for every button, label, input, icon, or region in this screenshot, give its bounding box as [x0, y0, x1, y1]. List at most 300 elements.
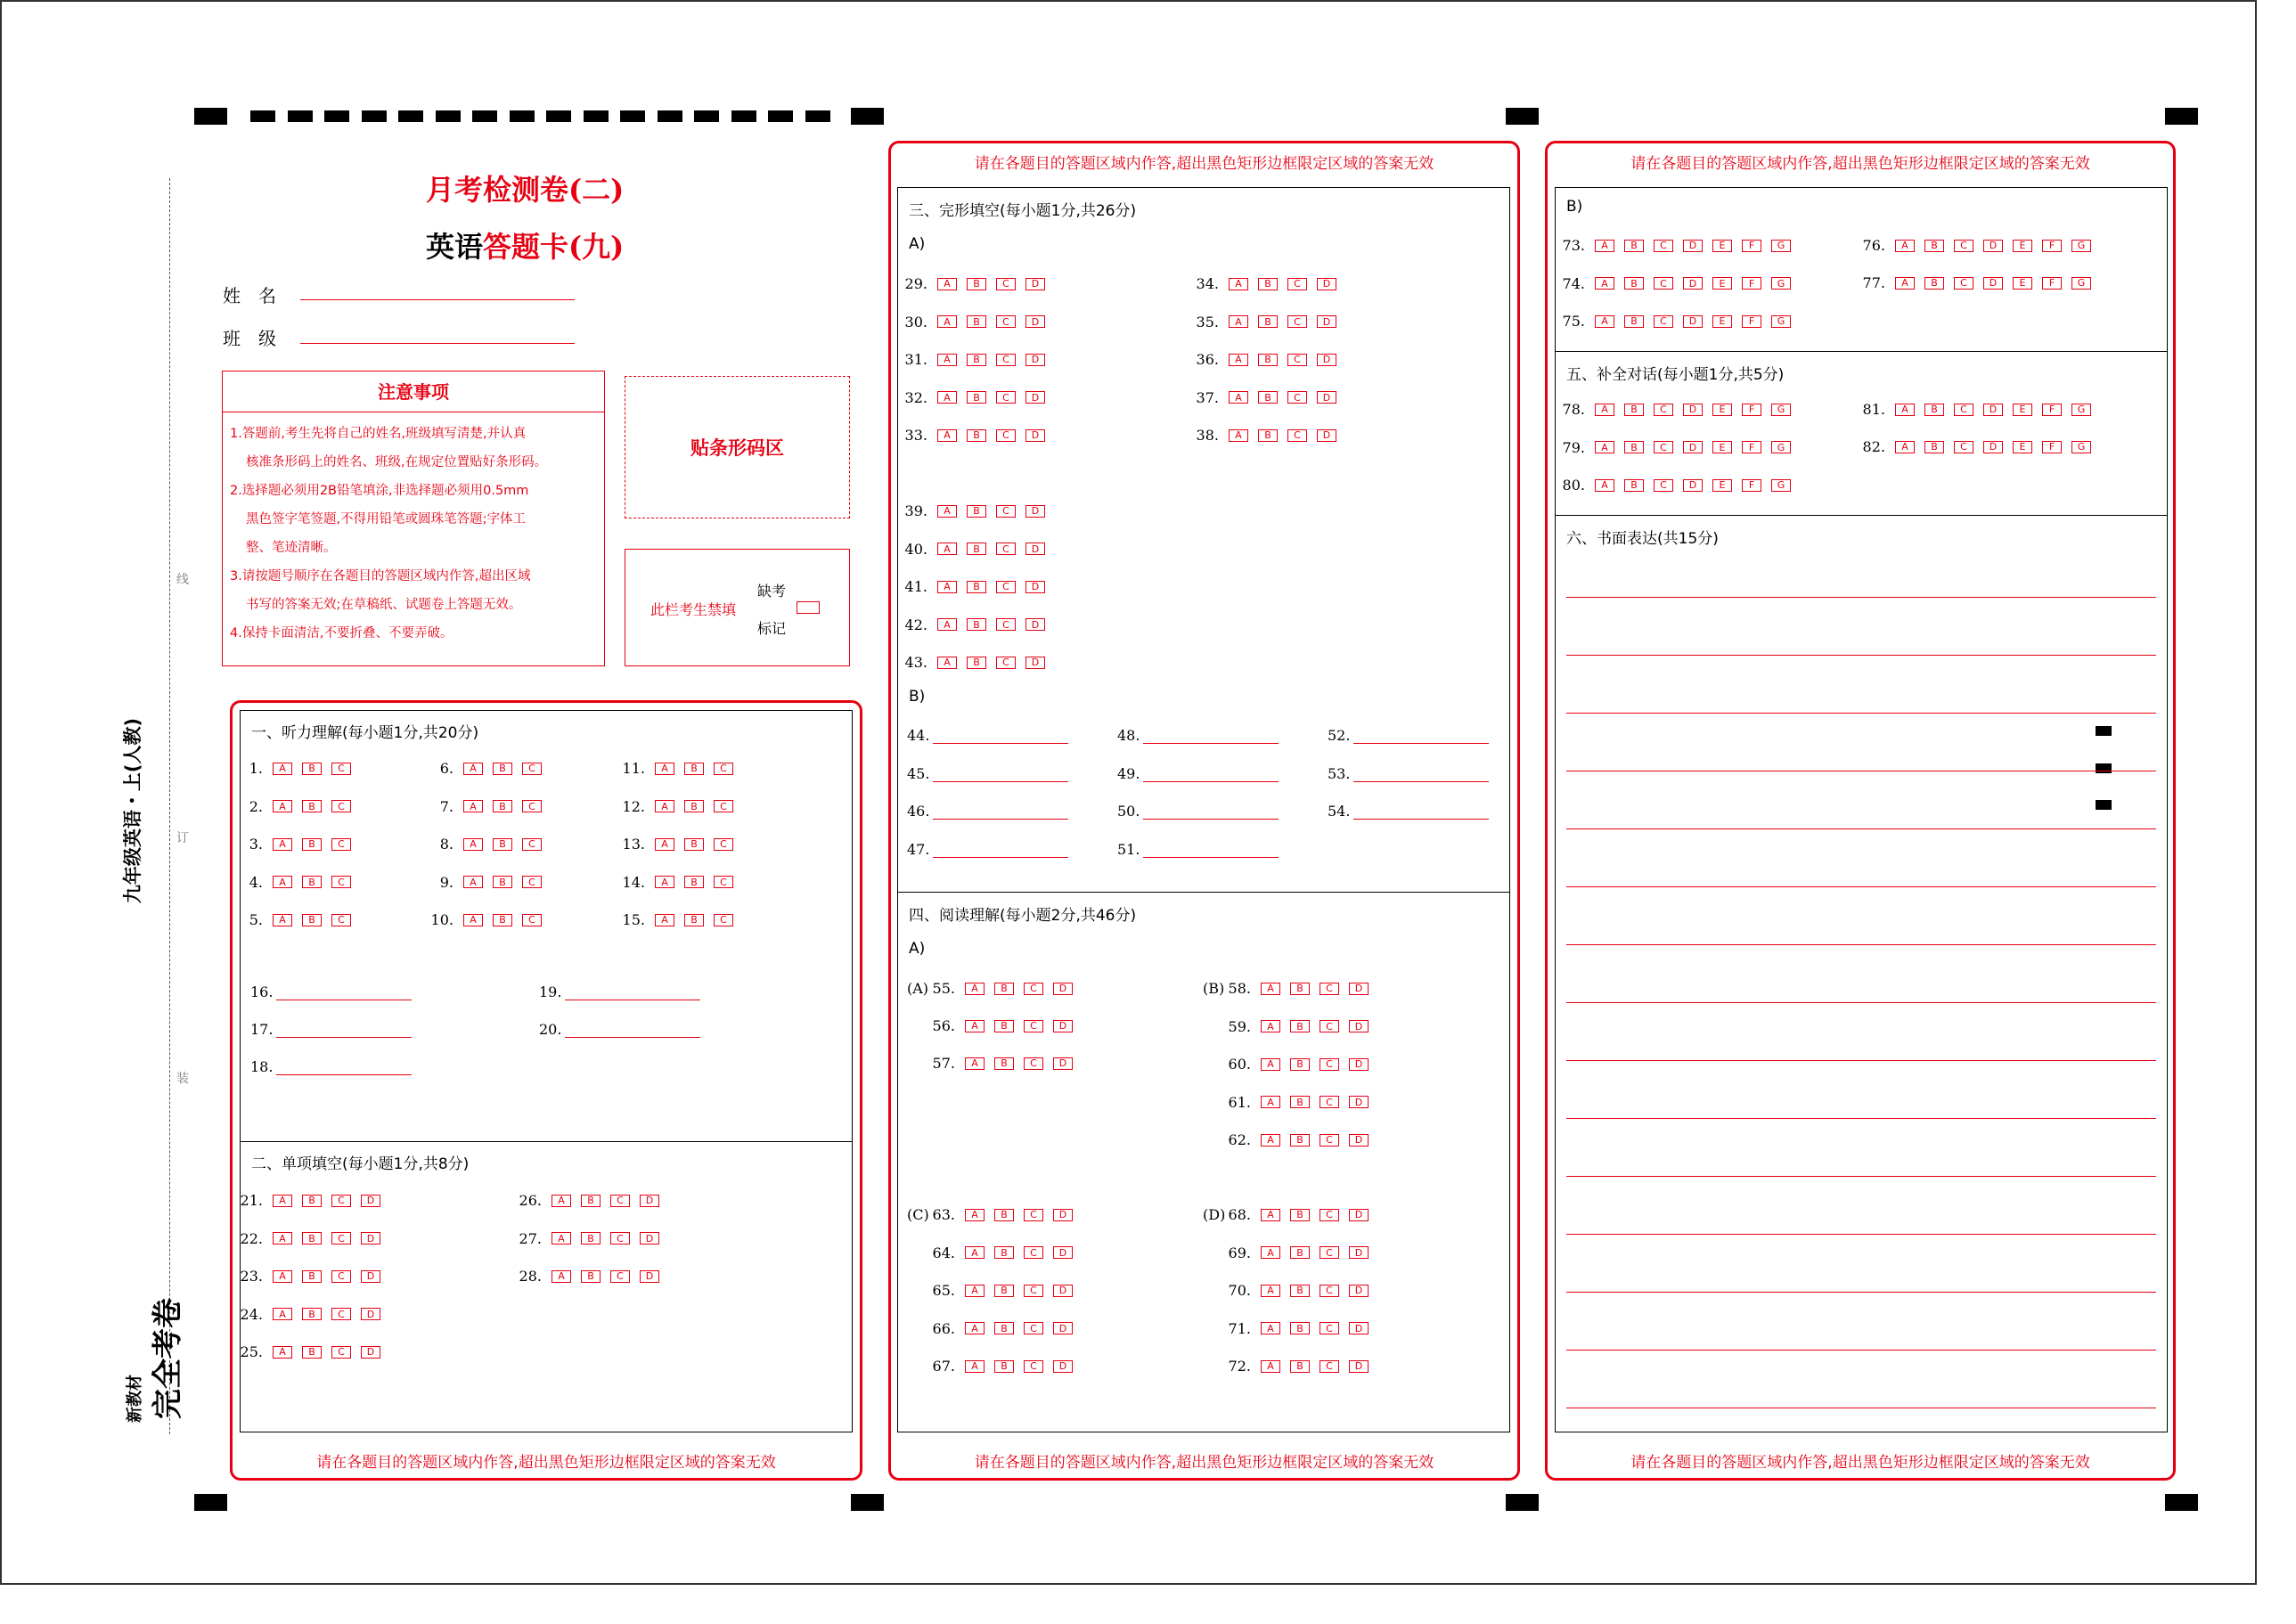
- option-bubble[interactable]: C: [1320, 1134, 1339, 1147]
- option-bubble[interactable]: B: [967, 581, 986, 593]
- option-bubble[interactable]: B: [581, 1232, 601, 1245]
- option-bubble[interactable]: C: [1954, 277, 1973, 290]
- option-bubble[interactable]: A: [1595, 441, 1614, 453]
- option-bubble[interactable]: D: [1025, 618, 1045, 631]
- answer-line[interactable]: [276, 988, 412, 1000]
- option-bubble[interactable]: B: [967, 278, 986, 290]
- option-bubble[interactable]: F: [1742, 315, 1761, 328]
- option-bubble[interactable]: A: [1261, 1246, 1280, 1259]
- option-bubble[interactable]: C: [1654, 404, 1673, 416]
- option-bubble[interactable]: A: [1595, 277, 1614, 290]
- option-bubble[interactable]: B: [302, 914, 322, 926]
- option-bubble[interactable]: F: [2042, 441, 2062, 453]
- option-bubble[interactable]: C: [1320, 1322, 1339, 1334]
- option-bubble[interactable]: D: [640, 1270, 659, 1283]
- option-bubble[interactable]: A: [937, 354, 957, 366]
- option-bubble[interactable]: B: [581, 1195, 601, 1207]
- option-bubble[interactable]: F: [1742, 479, 1761, 492]
- option-bubble[interactable]: A: [937, 278, 957, 290]
- option-bubble[interactable]: B: [302, 838, 322, 851]
- option-bubble[interactable]: B: [493, 800, 512, 812]
- class-field[interactable]: [300, 343, 575, 344]
- option-bubble[interactable]: D: [1349, 1096, 1369, 1108]
- option-bubble[interactable]: B: [1258, 354, 1278, 366]
- option-bubble[interactable]: A: [965, 1322, 985, 1334]
- option-bubble[interactable]: D: [1025, 657, 1045, 669]
- option-bubble[interactable]: D: [1317, 391, 1336, 404]
- option-bubble[interactable]: B: [302, 1270, 322, 1283]
- option-bubble[interactable]: B: [1290, 1096, 1310, 1108]
- option-bubble[interactable]: C: [1024, 1360, 1043, 1373]
- option-bubble[interactable]: D: [361, 1195, 380, 1207]
- option-bubble[interactable]: A: [273, 800, 292, 812]
- option-bubble[interactable]: B: [493, 763, 512, 775]
- option-bubble[interactable]: D: [1025, 505, 1045, 518]
- answer-line[interactable]: [1143, 807, 1279, 820]
- option-bubble[interactable]: B: [1924, 404, 1944, 416]
- option-bubble[interactable]: D: [1317, 278, 1336, 290]
- option-bubble[interactable]: F: [1742, 277, 1761, 290]
- option-bubble[interactable]: A: [273, 1346, 292, 1359]
- option-bubble[interactable]: B: [1290, 1285, 1310, 1297]
- option-bubble[interactable]: C: [331, 1308, 351, 1320]
- option-bubble[interactable]: C: [1024, 983, 1043, 995]
- option-bubble[interactable]: A: [1229, 315, 1248, 328]
- option-bubble[interactable]: D: [1983, 240, 2003, 252]
- option-bubble[interactable]: C: [331, 1195, 351, 1207]
- option-bubble[interactable]: A: [937, 429, 957, 442]
- answer-line[interactable]: [933, 770, 1068, 782]
- option-bubble[interactable]: C: [1024, 1209, 1043, 1221]
- option-bubble[interactable]: E: [1712, 404, 1732, 416]
- option-bubble[interactable]: C: [996, 315, 1016, 328]
- option-bubble[interactable]: D: [1025, 581, 1045, 593]
- answer-line[interactable]: [276, 1025, 412, 1038]
- option-bubble[interactable]: C: [331, 1232, 351, 1245]
- option-bubble[interactable]: B: [967, 618, 986, 631]
- option-bubble[interactable]: B: [1258, 278, 1278, 290]
- option-bubble[interactable]: B: [493, 914, 512, 926]
- option-bubble[interactable]: C: [1954, 441, 1973, 453]
- option-bubble[interactable]: G: [1771, 277, 1791, 290]
- option-bubble[interactable]: A: [1229, 278, 1248, 290]
- option-bubble[interactable]: C: [331, 1346, 351, 1359]
- option-bubble[interactable]: D: [1349, 1209, 1369, 1221]
- option-bubble[interactable]: B: [1624, 315, 1644, 328]
- option-bubble[interactable]: B: [967, 657, 986, 669]
- option-bubble[interactable]: D: [1025, 429, 1045, 442]
- option-bubble[interactable]: D: [1983, 277, 2003, 290]
- option-bubble[interactable]: C: [1320, 1209, 1339, 1221]
- writing-line[interactable]: [1566, 828, 2156, 829]
- option-bubble[interactable]: E: [1712, 315, 1732, 328]
- option-bubble[interactable]: A: [937, 618, 957, 631]
- option-bubble[interactable]: C: [996, 581, 1016, 593]
- option-bubble[interactable]: B: [994, 1360, 1014, 1373]
- option-bubble[interactable]: A: [273, 1270, 292, 1283]
- option-bubble[interactable]: B: [1290, 1360, 1310, 1373]
- option-bubble[interactable]: A: [965, 1246, 985, 1259]
- writing-line[interactable]: [1566, 1002, 2156, 1003]
- option-bubble[interactable]: E: [1712, 240, 1732, 252]
- writing-line[interactable]: [1566, 1060, 2156, 1061]
- option-bubble[interactable]: B: [1290, 1246, 1310, 1259]
- option-bubble[interactable]: C: [331, 1270, 351, 1283]
- option-bubble[interactable]: B: [1624, 404, 1644, 416]
- option-bubble[interactable]: D: [361, 1270, 380, 1283]
- option-bubble[interactable]: B: [581, 1270, 601, 1283]
- option-bubble[interactable]: A: [937, 391, 957, 404]
- answer-line[interactable]: [933, 845, 1068, 858]
- option-bubble[interactable]: B: [1624, 479, 1644, 492]
- option-bubble[interactable]: C: [1654, 441, 1673, 453]
- option-bubble[interactable]: B: [1924, 240, 1944, 252]
- option-bubble[interactable]: D: [1349, 1322, 1369, 1334]
- option-bubble[interactable]: G: [1771, 315, 1791, 328]
- answer-line[interactable]: [565, 1025, 700, 1038]
- option-bubble[interactable]: B: [1290, 1134, 1310, 1147]
- option-bubble[interactable]: A: [1229, 354, 1248, 366]
- option-bubble[interactable]: G: [2071, 240, 2091, 252]
- option-bubble[interactable]: D: [1053, 1246, 1073, 1259]
- option-bubble[interactable]: A: [1261, 1360, 1280, 1373]
- option-bubble[interactable]: F: [1742, 441, 1761, 453]
- option-bubble[interactable]: C: [610, 1270, 630, 1283]
- option-bubble[interactable]: C: [1024, 1285, 1043, 1297]
- option-bubble[interactable]: D: [1349, 1246, 1369, 1259]
- option-bubble[interactable]: C: [331, 763, 351, 775]
- option-bubble[interactable]: B: [684, 763, 704, 775]
- option-bubble[interactable]: D: [1053, 1322, 1073, 1334]
- option-bubble[interactable]: A: [965, 1209, 985, 1221]
- writing-line[interactable]: [1566, 1350, 2156, 1351]
- option-bubble[interactable]: B: [1624, 277, 1644, 290]
- option-bubble[interactable]: C: [1320, 983, 1339, 995]
- option-bubble[interactable]: C: [522, 800, 542, 812]
- option-bubble[interactable]: B: [684, 800, 704, 812]
- option-bubble[interactable]: D: [640, 1232, 659, 1245]
- option-bubble[interactable]: C: [1287, 315, 1307, 328]
- option-bubble[interactable]: B: [1290, 1322, 1310, 1334]
- option-bubble[interactable]: D: [1025, 278, 1045, 290]
- option-bubble[interactable]: B: [1290, 983, 1310, 995]
- option-bubble[interactable]: D: [1053, 1285, 1073, 1297]
- option-bubble[interactable]: C: [1287, 429, 1307, 442]
- option-bubble[interactable]: B: [1290, 1209, 1310, 1221]
- option-bubble[interactable]: F: [1742, 404, 1761, 416]
- option-bubble[interactable]: B: [1258, 315, 1278, 328]
- option-bubble[interactable]: C: [714, 838, 733, 851]
- option-bubble[interactable]: A: [1261, 1322, 1280, 1334]
- option-bubble[interactable]: B: [684, 838, 704, 851]
- option-bubble[interactable]: D: [1025, 315, 1045, 328]
- option-bubble[interactable]: D: [1683, 404, 1703, 416]
- answer-line[interactable]: [933, 731, 1068, 744]
- option-bubble[interactable]: B: [684, 876, 704, 888]
- option-bubble[interactable]: D: [1053, 1209, 1073, 1221]
- option-bubble[interactable]: E: [2013, 240, 2032, 252]
- option-bubble[interactable]: D: [1317, 429, 1336, 442]
- option-bubble[interactable]: A: [1895, 277, 1915, 290]
- option-bubble[interactable]: B: [684, 914, 704, 926]
- option-bubble[interactable]: F: [2042, 277, 2062, 290]
- option-bubble[interactable]: C: [714, 914, 733, 926]
- option-bubble[interactable]: A: [1261, 1020, 1280, 1032]
- option-bubble[interactable]: C: [522, 838, 542, 851]
- option-bubble[interactable]: B: [1258, 429, 1278, 442]
- option-bubble[interactable]: G: [1771, 404, 1791, 416]
- option-bubble[interactable]: A: [655, 800, 674, 812]
- option-bubble[interactable]: C: [1320, 1246, 1339, 1259]
- option-bubble[interactable]: B: [302, 1195, 322, 1207]
- option-bubble[interactable]: C: [996, 618, 1016, 631]
- option-bubble[interactable]: A: [1261, 1134, 1280, 1147]
- option-bubble[interactable]: C: [1024, 1020, 1043, 1032]
- option-bubble[interactable]: B: [493, 876, 512, 888]
- option-bubble[interactable]: C: [714, 876, 733, 888]
- option-bubble[interactable]: C: [522, 763, 542, 775]
- option-bubble[interactable]: B: [1290, 1058, 1310, 1071]
- option-bubble[interactable]: D: [1983, 404, 2003, 416]
- option-bubble[interactable]: F: [2042, 404, 2062, 416]
- option-bubble[interactable]: C: [1320, 1096, 1339, 1108]
- option-bubble[interactable]: D: [1025, 391, 1045, 404]
- option-bubble[interactable]: B: [994, 1020, 1014, 1032]
- option-bubble[interactable]: B: [967, 429, 986, 442]
- option-bubble[interactable]: D: [1349, 983, 1369, 995]
- option-bubble[interactable]: E: [2013, 277, 2032, 290]
- option-bubble[interactable]: A: [937, 581, 957, 593]
- option-bubble[interactable]: C: [996, 354, 1016, 366]
- option-bubble[interactable]: B: [302, 1308, 322, 1320]
- option-bubble[interactable]: C: [522, 914, 542, 926]
- option-bubble[interactable]: F: [2042, 240, 2062, 252]
- option-bubble[interactable]: C: [331, 876, 351, 888]
- option-bubble[interactable]: D: [1683, 441, 1703, 453]
- option-bubble[interactable]: A: [1229, 391, 1248, 404]
- option-bubble[interactable]: A: [1261, 1285, 1280, 1297]
- option-bubble[interactable]: A: [273, 876, 292, 888]
- option-bubble[interactable]: A: [655, 876, 674, 888]
- option-bubble[interactable]: A: [552, 1270, 571, 1283]
- option-bubble[interactable]: A: [937, 505, 957, 518]
- option-bubble[interactable]: A: [273, 763, 292, 775]
- option-bubble[interactable]: G: [1771, 479, 1791, 492]
- option-bubble[interactable]: B: [1290, 1020, 1310, 1032]
- writing-line[interactable]: [1566, 1234, 2156, 1235]
- option-bubble[interactable]: C: [996, 543, 1016, 555]
- option-bubble[interactable]: C: [1024, 1322, 1043, 1334]
- option-bubble[interactable]: F: [1742, 240, 1761, 252]
- option-bubble[interactable]: G: [2071, 404, 2091, 416]
- option-bubble[interactable]: C: [1320, 1020, 1339, 1032]
- option-bubble[interactable]: B: [302, 800, 322, 812]
- option-bubble[interactable]: C: [1654, 240, 1673, 252]
- option-bubble[interactable]: B: [302, 1346, 322, 1359]
- option-bubble[interactable]: B: [967, 505, 986, 518]
- option-bubble[interactable]: A: [273, 1232, 292, 1245]
- option-bubble[interactable]: C: [996, 657, 1016, 669]
- option-bubble[interactable]: C: [331, 838, 351, 851]
- option-bubble[interactable]: E: [1712, 277, 1732, 290]
- option-bubble[interactable]: C: [1954, 404, 1973, 416]
- answer-line[interactable]: [1143, 770, 1279, 782]
- option-bubble[interactable]: C: [1320, 1360, 1339, 1373]
- option-bubble[interactable]: B: [994, 1322, 1014, 1334]
- option-bubble[interactable]: A: [937, 315, 957, 328]
- option-bubble[interactable]: B: [302, 1232, 322, 1245]
- option-bubble[interactable]: A: [965, 983, 985, 995]
- option-bubble[interactable]: B: [1258, 391, 1278, 404]
- option-bubble[interactable]: A: [655, 838, 674, 851]
- option-bubble[interactable]: B: [1624, 441, 1644, 453]
- option-bubble[interactable]: A: [655, 763, 674, 775]
- option-bubble[interactable]: A: [655, 914, 674, 926]
- option-bubble[interactable]: C: [610, 1195, 630, 1207]
- option-bubble[interactable]: D: [1317, 354, 1336, 366]
- option-bubble[interactable]: C: [1954, 240, 1973, 252]
- option-bubble[interactable]: E: [1712, 441, 1732, 453]
- option-bubble[interactable]: B: [1924, 277, 1944, 290]
- option-bubble[interactable]: A: [965, 1057, 985, 1070]
- option-bubble[interactable]: C: [1024, 1246, 1043, 1259]
- option-bubble[interactable]: D: [1053, 983, 1073, 995]
- option-bubble[interactable]: C: [1024, 1057, 1043, 1070]
- option-bubble[interactable]: B: [994, 1285, 1014, 1297]
- option-bubble[interactable]: D: [1349, 1020, 1369, 1032]
- option-bubble[interactable]: C: [714, 763, 733, 775]
- option-bubble[interactable]: D: [361, 1308, 380, 1320]
- option-bubble[interactable]: A: [1595, 404, 1614, 416]
- option-bubble[interactable]: C: [1320, 1285, 1339, 1297]
- option-bubble[interactable]: A: [273, 838, 292, 851]
- option-bubble[interactable]: A: [1229, 429, 1248, 442]
- option-bubble[interactable]: B: [493, 838, 512, 851]
- option-bubble[interactable]: A: [1895, 404, 1915, 416]
- option-bubble[interactable]: A: [463, 800, 483, 812]
- answer-line[interactable]: [276, 1063, 412, 1075]
- option-bubble[interactable]: B: [302, 763, 322, 775]
- option-bubble[interactable]: A: [1261, 1096, 1280, 1108]
- name-field[interactable]: [300, 299, 575, 300]
- option-bubble[interactable]: D: [361, 1232, 380, 1245]
- option-bubble[interactable]: D: [1025, 543, 1045, 555]
- option-bubble[interactable]: B: [994, 1057, 1014, 1070]
- option-bubble[interactable]: A: [463, 914, 483, 926]
- option-bubble[interactable]: D: [1683, 479, 1703, 492]
- option-bubble[interactable]: A: [552, 1232, 571, 1245]
- option-bubble[interactable]: A: [1261, 1058, 1280, 1071]
- option-bubble[interactable]: C: [996, 505, 1016, 518]
- option-bubble[interactable]: E: [2013, 404, 2032, 416]
- option-bubble[interactable]: C: [714, 800, 733, 812]
- option-bubble[interactable]: D: [1053, 1360, 1073, 1373]
- option-bubble[interactable]: D: [1053, 1020, 1073, 1032]
- answer-line[interactable]: [1353, 731, 1489, 744]
- option-bubble[interactable]: C: [522, 876, 542, 888]
- option-bubble[interactable]: G: [1771, 240, 1791, 252]
- option-bubble[interactable]: D: [1025, 354, 1045, 366]
- option-bubble[interactable]: D: [1349, 1058, 1369, 1071]
- writing-line[interactable]: [1566, 1118, 2156, 1119]
- answer-line[interactable]: [1353, 807, 1489, 820]
- writing-line[interactable]: [1566, 597, 2156, 598]
- option-bubble[interactable]: C: [996, 278, 1016, 290]
- option-bubble[interactable]: B: [967, 315, 986, 328]
- absent-mark-box[interactable]: [797, 601, 820, 614]
- option-bubble[interactable]: C: [1287, 391, 1307, 404]
- writing-line[interactable]: [1566, 1176, 2156, 1177]
- option-bubble[interactable]: G: [2071, 277, 2091, 290]
- option-bubble[interactable]: C: [1654, 277, 1673, 290]
- option-bubble[interactable]: A: [273, 914, 292, 926]
- option-bubble[interactable]: C: [610, 1232, 630, 1245]
- option-bubble[interactable]: A: [1261, 983, 1280, 995]
- option-bubble[interactable]: A: [273, 1195, 292, 1207]
- option-bubble[interactable]: B: [994, 1209, 1014, 1221]
- option-bubble[interactable]: A: [937, 543, 957, 555]
- option-bubble[interactable]: D: [640, 1195, 659, 1207]
- option-bubble[interactable]: C: [996, 429, 1016, 442]
- option-bubble[interactable]: C: [1287, 278, 1307, 290]
- option-bubble[interactable]: C: [1287, 354, 1307, 366]
- answer-line[interactable]: [565, 988, 700, 1000]
- option-bubble[interactable]: A: [965, 1285, 985, 1297]
- option-bubble[interactable]: D: [1683, 240, 1703, 252]
- option-bubble[interactable]: E: [2013, 441, 2032, 453]
- option-bubble[interactable]: C: [1654, 315, 1673, 328]
- option-bubble[interactable]: G: [1771, 441, 1791, 453]
- option-bubble[interactable]: B: [302, 876, 322, 888]
- option-bubble[interactable]: A: [552, 1195, 571, 1207]
- option-bubble[interactable]: D: [1317, 315, 1336, 328]
- option-bubble[interactable]: A: [273, 1308, 292, 1320]
- option-bubble[interactable]: B: [1624, 240, 1644, 252]
- option-bubble[interactable]: B: [994, 1246, 1014, 1259]
- option-bubble[interactable]: G: [2071, 441, 2091, 453]
- answer-line[interactable]: [1353, 770, 1489, 782]
- option-bubble[interactable]: D: [1683, 277, 1703, 290]
- option-bubble[interactable]: D: [1349, 1360, 1369, 1373]
- option-bubble[interactable]: B: [994, 983, 1014, 995]
- option-bubble[interactable]: D: [1053, 1057, 1073, 1070]
- option-bubble[interactable]: A: [937, 657, 957, 669]
- option-bubble[interactable]: A: [965, 1360, 985, 1373]
- option-bubble[interactable]: A: [1895, 441, 1915, 453]
- option-bubble[interactable]: B: [967, 391, 986, 404]
- option-bubble[interactable]: B: [1924, 441, 1944, 453]
- option-bubble[interactable]: A: [1261, 1209, 1280, 1221]
- writing-line[interactable]: [1566, 944, 2156, 945]
- option-bubble[interactable]: B: [967, 543, 986, 555]
- option-bubble[interactable]: A: [965, 1020, 985, 1032]
- option-bubble[interactable]: C: [996, 391, 1016, 404]
- writing-line[interactable]: [1566, 886, 2156, 887]
- option-bubble[interactable]: A: [463, 838, 483, 851]
- option-bubble[interactable]: D: [1983, 441, 2003, 453]
- writing-line[interactable]: [1566, 655, 2156, 656]
- option-bubble[interactable]: D: [1349, 1285, 1369, 1297]
- option-bubble[interactable]: C: [1654, 479, 1673, 492]
- option-bubble[interactable]: E: [1712, 479, 1732, 492]
- option-bubble[interactable]: A: [1595, 315, 1614, 328]
- option-bubble[interactable]: C: [331, 914, 351, 926]
- option-bubble[interactable]: A: [1595, 479, 1614, 492]
- writing-line[interactable]: [1566, 713, 2156, 714]
- option-bubble[interactable]: A: [463, 876, 483, 888]
- option-bubble[interactable]: D: [1683, 315, 1703, 328]
- option-bubble[interactable]: A: [463, 763, 483, 775]
